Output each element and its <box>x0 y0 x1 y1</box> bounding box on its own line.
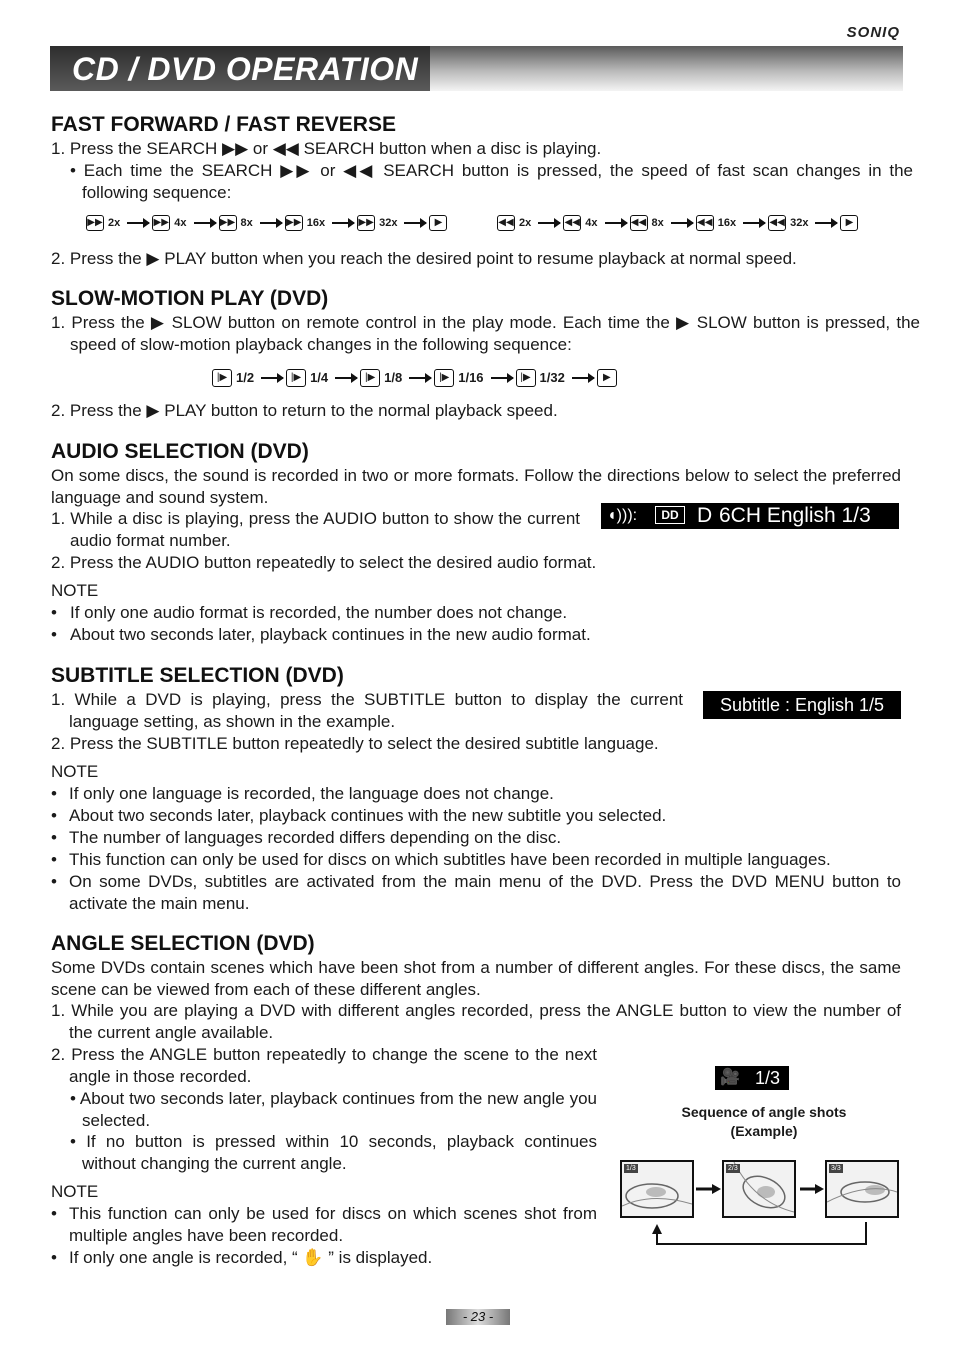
speed-label: 16x <box>306 217 326 229</box>
list-item <box>51 827 901 849</box>
return-arrow-icon <box>652 1222 866 1244</box>
speed-label: 16x <box>717 217 737 229</box>
arrow-icon <box>671 222 693 224</box>
audio-icon: ◖))): <box>607 507 638 524</box>
heading-angle: ANGLE SELECTION (DVD) <box>51 932 315 955</box>
slow-icon: |▶ <box>212 369 232 387</box>
brand-logo: SONIQ <box>846 24 900 41</box>
heading-subtitle: SUBTITLE SELECTION (DVD) <box>51 664 344 687</box>
speed-label: 1/32 <box>539 370 565 385</box>
camera-icon: 🎥 <box>720 1069 740 1086</box>
slow-sequence <box>212 367 617 389</box>
arrow-icon <box>491 377 513 379</box>
bullet: • <box>51 872 57 891</box>
fast-reverse-icon: ◀◀ <box>563 215 581 231</box>
angle-shot-label: 1/3 <box>626 1165 636 1172</box>
angle-caption-line1: Sequence of angle shots <box>681 1104 847 1120</box>
bullet: • <box>51 828 57 847</box>
bullet: • <box>51 784 57 803</box>
list-item <box>51 1247 597 1269</box>
speed-label: 1/4 <box>310 370 329 385</box>
angle-caption-line2: (Example) <box>730 1123 798 1139</box>
subtitle-step2: 2. Press the SUBTITLE button repeatedly to select the desired subtitle language. <box>51 734 659 753</box>
audio-note-label: NOTE <box>51 581 99 600</box>
subtitle-step1: 1. While a DVD is playing, press the SUBTITLE button to display the current language setting, as shown in the example. <box>51 690 683 731</box>
ff-forward-sequence <box>86 212 447 234</box>
fast-forward-icon: ▶▶ <box>86 215 104 231</box>
subtitle-notes <box>51 783 901 915</box>
heading-audio: AUDIO SELECTION (DVD) <box>51 440 309 463</box>
arrow-icon <box>332 222 354 224</box>
fast-reverse-icon: ◀◀ <box>696 215 714 231</box>
list-item <box>51 602 903 624</box>
audio-osd <box>601 503 899 529</box>
bullet: • <box>51 1204 57 1223</box>
page-title: CD / DVD OPERATION <box>72 51 419 87</box>
note-text: The number of languages recorded differs depending on the disc. <box>69 828 562 847</box>
slow-step1: 1. Press the ▶ SLOW button on remote control in the play mode. Each time the ▶ SLOW button is pressed, the speed of slow-motion playback changes in the following sequence: <box>51 313 920 354</box>
fast-reverse-icon: ◀◀ <box>497 215 515 231</box>
slow-step2: 2. Press the ▶ PLAY button to return to the normal playback speed. <box>51 401 558 420</box>
angle-intro: Some DVDs contain scenes which have been shot from a number of different angles. For these discs, the same scene can be viewed from each of these different angles. <box>51 958 901 999</box>
fast-forward-icon: ▶▶ <box>219 215 237 231</box>
list-item <box>51 849 901 871</box>
angle-step2-sub2: • If no button is pressed within 10 seconds, playback continues without changing the current angle. <box>70 1132 597 1173</box>
list-item <box>51 624 903 646</box>
fast-reverse-icon: ◀◀ <box>768 215 786 231</box>
note-text: If only one audio format is recorded, the number does not change. <box>70 603 568 622</box>
audio-step1: 1. While a disc is playing, press the AUDIO button to show the current audio format number. <box>51 509 580 550</box>
speed-label: 2x <box>108 217 121 229</box>
note-text: If only one angle is recorded, “ ✋ ” is displayed. <box>69 1248 433 1267</box>
list-item <box>51 1203 597 1247</box>
angle-shot-label: 3/3 <box>831 1165 841 1172</box>
speed-label: 32x <box>379 217 398 229</box>
angle-osd-text: 1/3 <box>755 1068 781 1088</box>
ff-step1-sub: • Each time the SEARCH ▶▶ or ◀◀ SEARCH button is pressed, the speed of fast scan changes in the following sequence: <box>70 161 913 202</box>
arrow-icon <box>335 377 357 379</box>
arrow-icon <box>194 222 216 224</box>
audio-intro: On some discs, the sound is recorded in two or more formats. Follow the directions below to select the preferred language and sound system. <box>51 466 901 507</box>
arrow-icon <box>538 222 560 224</box>
list-item <box>51 805 901 827</box>
arrow-icon <box>261 377 283 379</box>
arrow-icon <box>605 222 627 224</box>
note-text: This function can only be used for discs on which scenes shot from multiple angles have been recorded. <box>69 1204 597 1245</box>
note-text: About two seconds later, playback continues with the new subtitle you selected. <box>69 806 667 825</box>
arrow-icon <box>260 222 282 224</box>
note-text: If only one language is recorded, the language does not change. <box>69 784 554 803</box>
note-text: About two seconds later, playback continues in the new audio format. <box>70 625 591 644</box>
heading-fast-forward: FAST FORWARD / FAST REVERSE <box>51 113 396 136</box>
arrow-icon <box>404 222 426 224</box>
slow-icon: |▶ <box>516 369 536 387</box>
bullet: • <box>51 625 57 644</box>
fast-reverse-icon: ◀◀ <box>630 215 648 231</box>
subtitle-osd: Subtitle : English 1/5 <box>703 691 901 719</box>
arrow-icon <box>696 1184 721 1194</box>
angle-step2: 2. Press the ANGLE button repeatedly to change the scene to the next angle in those recorded. <box>51 1045 597 1086</box>
speed-label: 8x <box>240 217 253 229</box>
speed-label: 2x <box>519 217 532 229</box>
arrow-icon <box>572 377 594 379</box>
angle-sequence-arrows <box>600 1160 900 1250</box>
speed-label: 1/2 <box>236 370 255 385</box>
fast-forward-icon: ▶▶ <box>152 215 170 231</box>
arrow-icon <box>743 222 765 224</box>
audio-osd-text: 6CH English 1/3 <box>719 504 871 527</box>
bullet: • <box>51 603 57 622</box>
bullet: • <box>51 806 57 825</box>
slow-icon: |▶ <box>286 369 306 387</box>
note-text: This function can only be used for discs on which subtitles have been recorded in multiple languages. <box>69 850 831 869</box>
speed-label: 4x <box>174 217 187 229</box>
angle-note-label: NOTE <box>51 1182 99 1201</box>
slow-icon: |▶ <box>360 369 380 387</box>
dolby-icon: DD <box>655 506 685 524</box>
fast-forward-icon: ▶▶ <box>357 215 375 231</box>
play-icon: ▶ <box>597 369 617 387</box>
audio-step2: 2. Press the AUDIO button repeatedly to select the desired audio format. <box>51 553 597 572</box>
heading-slow-motion: SLOW-MOTION PLAY (DVD) <box>51 287 329 310</box>
angle-notes <box>51 1203 597 1269</box>
speed-label: 1/8 <box>384 370 403 385</box>
angle-osd <box>715 1066 789 1090</box>
list-item <box>51 783 901 805</box>
play-icon: ▶ <box>840 215 858 231</box>
audio-d-icon: D <box>697 504 713 527</box>
subtitle-note-label: NOTE <box>51 762 99 781</box>
fast-forward-icon: ▶▶ <box>285 215 303 231</box>
audio-notes <box>51 602 903 646</box>
arrow-icon <box>800 1184 824 1194</box>
play-icon: ▶ <box>429 215 447 231</box>
angle-step1: 1. While you are playing a DVD with different angles recorded, press the ANGLE button to view the number of the current angle available. <box>51 1001 901 1042</box>
ff-step2: 2. Press the ▶ PLAY button when you reach the desired point to resume playback at normal speed. <box>51 249 797 268</box>
arrow-icon <box>127 222 149 224</box>
ff-reverse-sequence <box>497 212 858 234</box>
bullet: • <box>51 1248 57 1267</box>
slow-icon: |▶ <box>434 369 454 387</box>
angle-step2-sub1: • About two seconds later, playback continues from the new angle you selected. <box>70 1089 597 1130</box>
bullet: • <box>51 850 57 869</box>
speed-label: 4x <box>585 217 598 229</box>
arrow-icon <box>815 222 837 224</box>
angle-caption <box>630 1103 898 1141</box>
speed-label: 8x <box>651 217 664 229</box>
speed-label: 1/16 <box>458 370 484 385</box>
note-text: On some DVDs, subtitles are activated from the main menu of the DVD. Press the DVD MENU button to activate the main menu. <box>69 872 901 913</box>
speed-label: 32x <box>790 217 809 229</box>
page-number: - 23 - <box>446 1309 510 1325</box>
arrow-icon <box>409 377 431 379</box>
angle-shot-label: 2/3 <box>728 1165 738 1172</box>
ff-step1: 1. Press the SEARCH ▶▶ or ◀◀ SEARCH button when a disc is playing. <box>51 139 602 158</box>
list-item <box>51 871 901 915</box>
